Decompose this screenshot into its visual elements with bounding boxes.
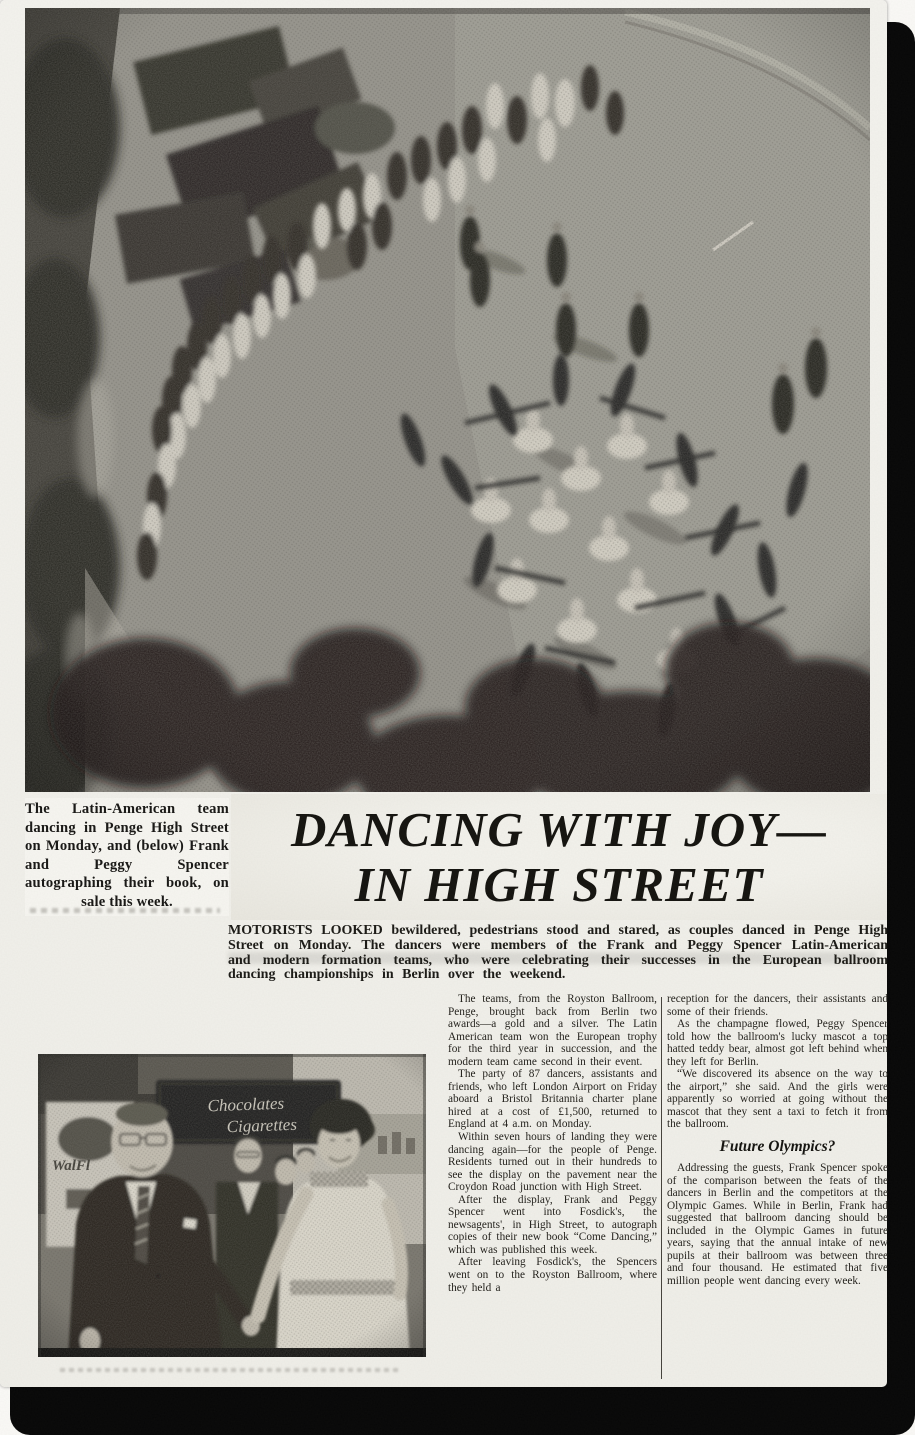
paragraph: After leaving Fosdick's, the Spencers went on to the Royston Ballroom, where they held a bbox=[448, 1256, 657, 1294]
dancing-crowd-photo-art bbox=[25, 8, 870, 792]
subhead-future-olympics: Future Olympics? bbox=[719, 1138, 836, 1156]
paragraph: reception for the dancers, their assistants and some of their friends. bbox=[667, 993, 888, 1018]
headline-line-2: IN HIGH STREET bbox=[354, 857, 764, 912]
paragraph: The party of 87 dancers, assistants and friends, who left London Airport on Friday aboard a Bristol Britannia charter plane hired at a cost of £1,500, returned to England at 4 a.m. on Monday. bbox=[448, 1068, 657, 1131]
column-divider-rule bbox=[661, 997, 662, 1379]
spencers-walking-photo bbox=[38, 1054, 426, 1357]
print-smudge bbox=[30, 908, 220, 913]
spencers-photo-art bbox=[38, 1054, 426, 1357]
paragraph: “We discovered its absence on the way to the airport,” she said. And the girls were apparently so worried at going without the mascot that they sent a taxi to fetch it from the ballroom. bbox=[667, 1068, 888, 1131]
paragraph: As the champagne flowed, Peggy Spencer told how the ballroom's lucky mascot a top hatted teddy bear, almost got left behind when they left for Berlin. bbox=[667, 1018, 888, 1068]
lead-paragraph: MOTORISTS LOOKED bewildered, pedestrians stood and stared, as couples danced in Penge High Street on Monday. The dancers were members of the Frank and Peggy Spencer Latin-American and modern formation teams, who were celebrating their successes in the European ballroom dancing championships in Berlin over the weekend. bbox=[228, 923, 888, 983]
paragraph: After the display, Frank and Peggy Spencer went into Fosdick's, the newsagents', in High Street, to autograph copies of their new book “Come Dancing,” which was published this week. bbox=[448, 1193, 657, 1256]
photo-caption: The Latin-American team dancing in Penge High Street on Monday, and (below) Frank and Peggy Spencer autographing their book, on sale this week. bbox=[25, 798, 229, 916]
paragraph: The teams, from the Royston Ballroom, Penge, brought back from Berlin two awards—a gold and a silver. The Latin American team won the European trophy for the third year in succession, and the modern team came second in their event. bbox=[448, 993, 657, 1068]
article-column-left bbox=[448, 993, 657, 1294]
paragraph: Addressing the guests, Frank Spencer spoke of the comparison between the feats of the dancers in Berlin and the competitors at the Olympic Games. While in Berlin, Frank had suggested that ballroom dancing should be included in the Olympic Games in future years, saying that the annual intake of new pupils at their ballroom was between three and four thousand. He estimated that five million people went dancing every week. bbox=[667, 1162, 888, 1287]
article-column-right bbox=[667, 993, 888, 1287]
dancing-crowd-photo bbox=[25, 8, 870, 792]
headline bbox=[231, 794, 887, 920]
print-smudge-2 bbox=[60, 1368, 400, 1372]
headline-line-1: DANCING WITH JOY— bbox=[290, 802, 828, 857]
ink-smear bbox=[228, 952, 876, 964]
paragraph: Within seven hours of landing they were dancing again—for the people of Penge. Residents turned out in their hundreds to see the display on the pavement near the Croydon Road junction with High Street. bbox=[448, 1131, 657, 1194]
